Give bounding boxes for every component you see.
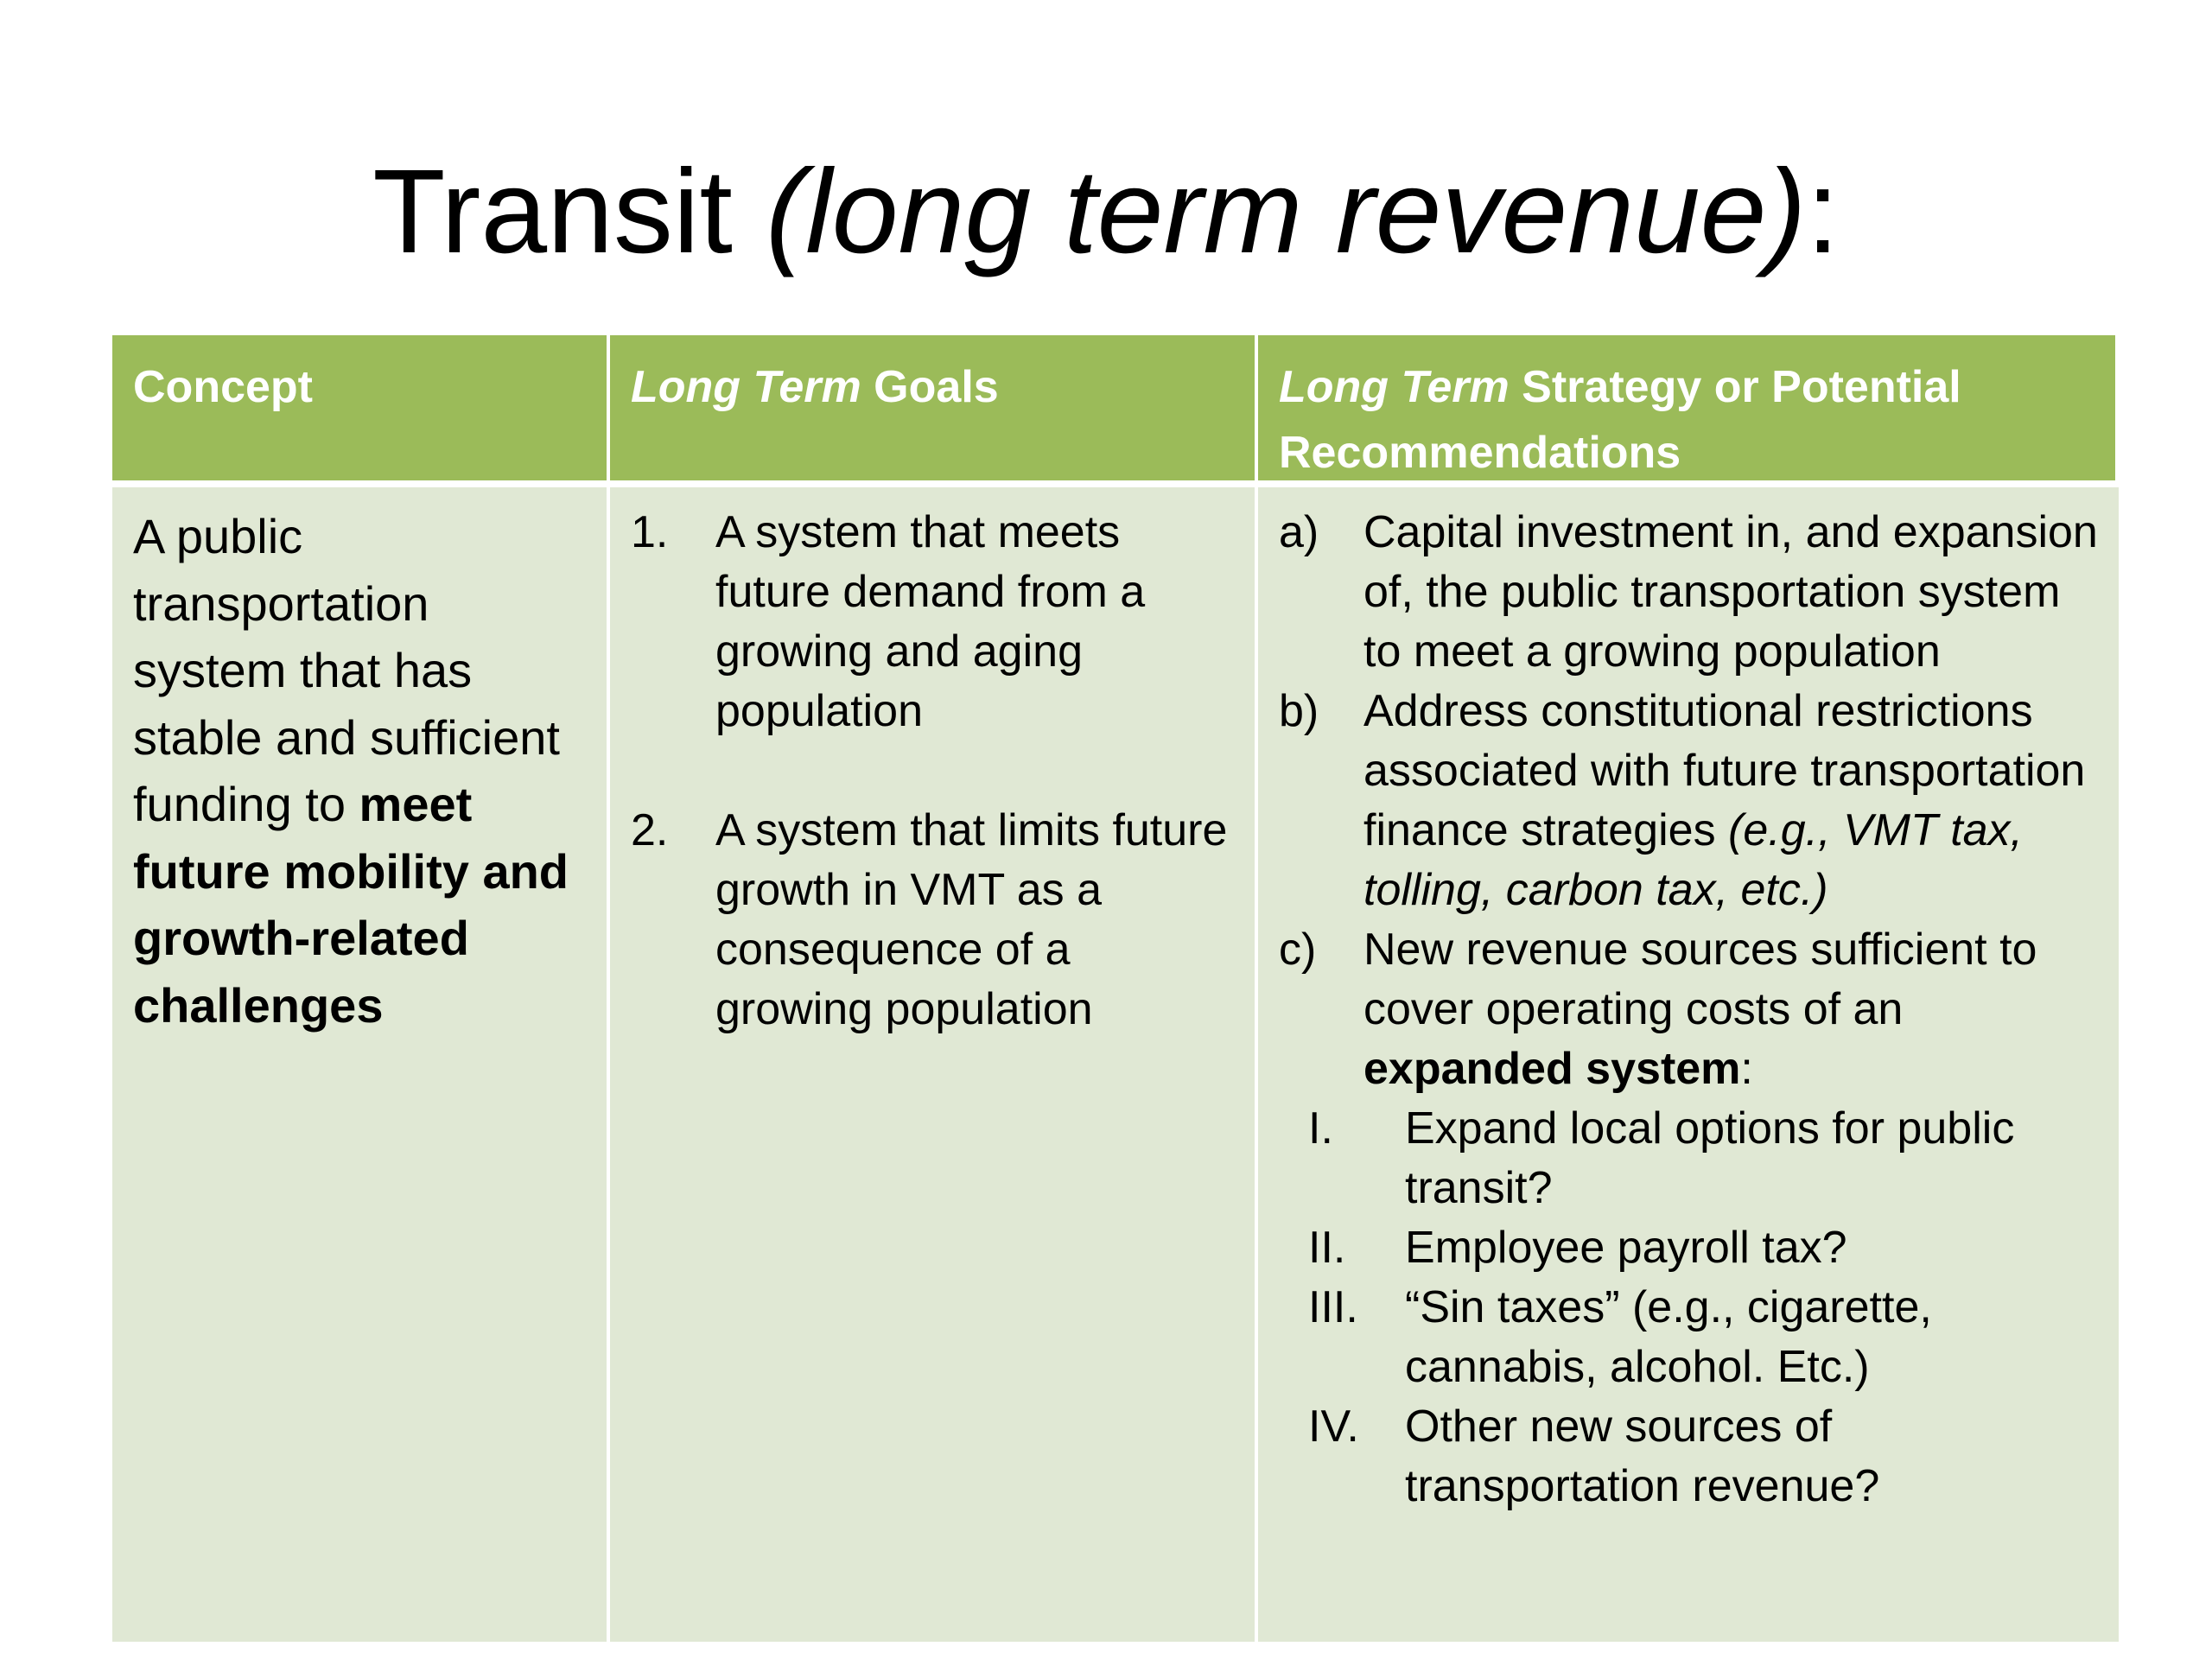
strategy-text: Capital investment in, and expansion of, the public transportation system to meet a growing population: [1363, 507, 2098, 677]
goal-item: [631, 503, 1237, 741]
subitem-label: II.: [1308, 1223, 1346, 1273]
strategy-b-text: Address constitutional restrictions associated with future transportation finance strategies: [1363, 686, 2086, 855]
subitem-label: IV.: [1308, 1402, 1359, 1452]
header-concept-label: Concept: [133, 362, 313, 412]
goal-text: A system that limits future growth in VMT as a consequence of a growing population: [715, 805, 1228, 1034]
strategy-text: [1363, 920, 2101, 1099]
strategy-c-text: New revenue sources sufficient to cover operating costs of an: [1363, 925, 2037, 1034]
header-strategy: [1258, 335, 2119, 487]
subitem-text: Employee payroll tax?: [1405, 1223, 1847, 1273]
subitem-text: “Sin taxes” (e.g., cigarette, cannabis, alcohol. Etc.): [1405, 1282, 1932, 1392]
title-suffix: :: [1806, 145, 1840, 278]
header-goals-italic: Long Term: [631, 362, 861, 412]
goal-text: A system that meets future demand from a growing and aging population: [715, 507, 1146, 736]
goals-cell: [610, 487, 1258, 1642]
concept-text: A public transportation system that has stable and sufficient funding to: [133, 509, 560, 831]
strategy-subitem: [1279, 1218, 2101, 1278]
subitem-label: I.: [1308, 1103, 1333, 1154]
goal-number: 2.: [631, 805, 669, 855]
title-normal: Transit: [372, 145, 766, 278]
concept-cell: [112, 487, 610, 1642]
strategy-item: [1279, 920, 2101, 1099]
header-goals: [610, 335, 1258, 487]
goal-number: 1.: [631, 507, 669, 557]
header-goals-label: Goals: [861, 362, 999, 412]
strategy-subitem: [1279, 1397, 2101, 1516]
subitem-text: Expand local options for public transit?: [1405, 1103, 2015, 1213]
subitem-label: III.: [1308, 1282, 1358, 1332]
strategy-b-examples: (e.g., VMT tax, tolling, carbon tax, etc.): [1363, 805, 2024, 915]
concept-bold-text: meet future mobility and growth-related challenges: [133, 777, 569, 1033]
header-strategy-italic: Long Term: [1279, 362, 1510, 412]
strategy-label: b): [1279, 686, 1319, 736]
title-italic: (long term revenue): [766, 145, 1807, 278]
strategy-text: [1363, 682, 2101, 920]
strategy-subitem: [1279, 1099, 2101, 1218]
revenue-table: [112, 335, 2119, 1642]
strategy-item: [1279, 503, 2101, 682]
strategy-cell: [1258, 487, 2119, 1642]
subitem-text: Other new sources of transportation revenue?: [1405, 1402, 1880, 1511]
page-title: [0, 138, 2212, 285]
header-strategy-label: Strategy or Potential Recommendations: [1279, 362, 1961, 478]
header-concept: [112, 335, 610, 487]
strategy-c-suffix: :: [1740, 1044, 1753, 1094]
strategy-label: a): [1279, 507, 1319, 557]
strategy-item: [1279, 682, 2101, 920]
strategy-subitem: [1279, 1278, 2101, 1397]
goal-item: [631, 801, 1237, 1039]
strategy-label: c): [1279, 925, 1317, 975]
strategy-c-bold: expanded system: [1363, 1044, 1741, 1094]
